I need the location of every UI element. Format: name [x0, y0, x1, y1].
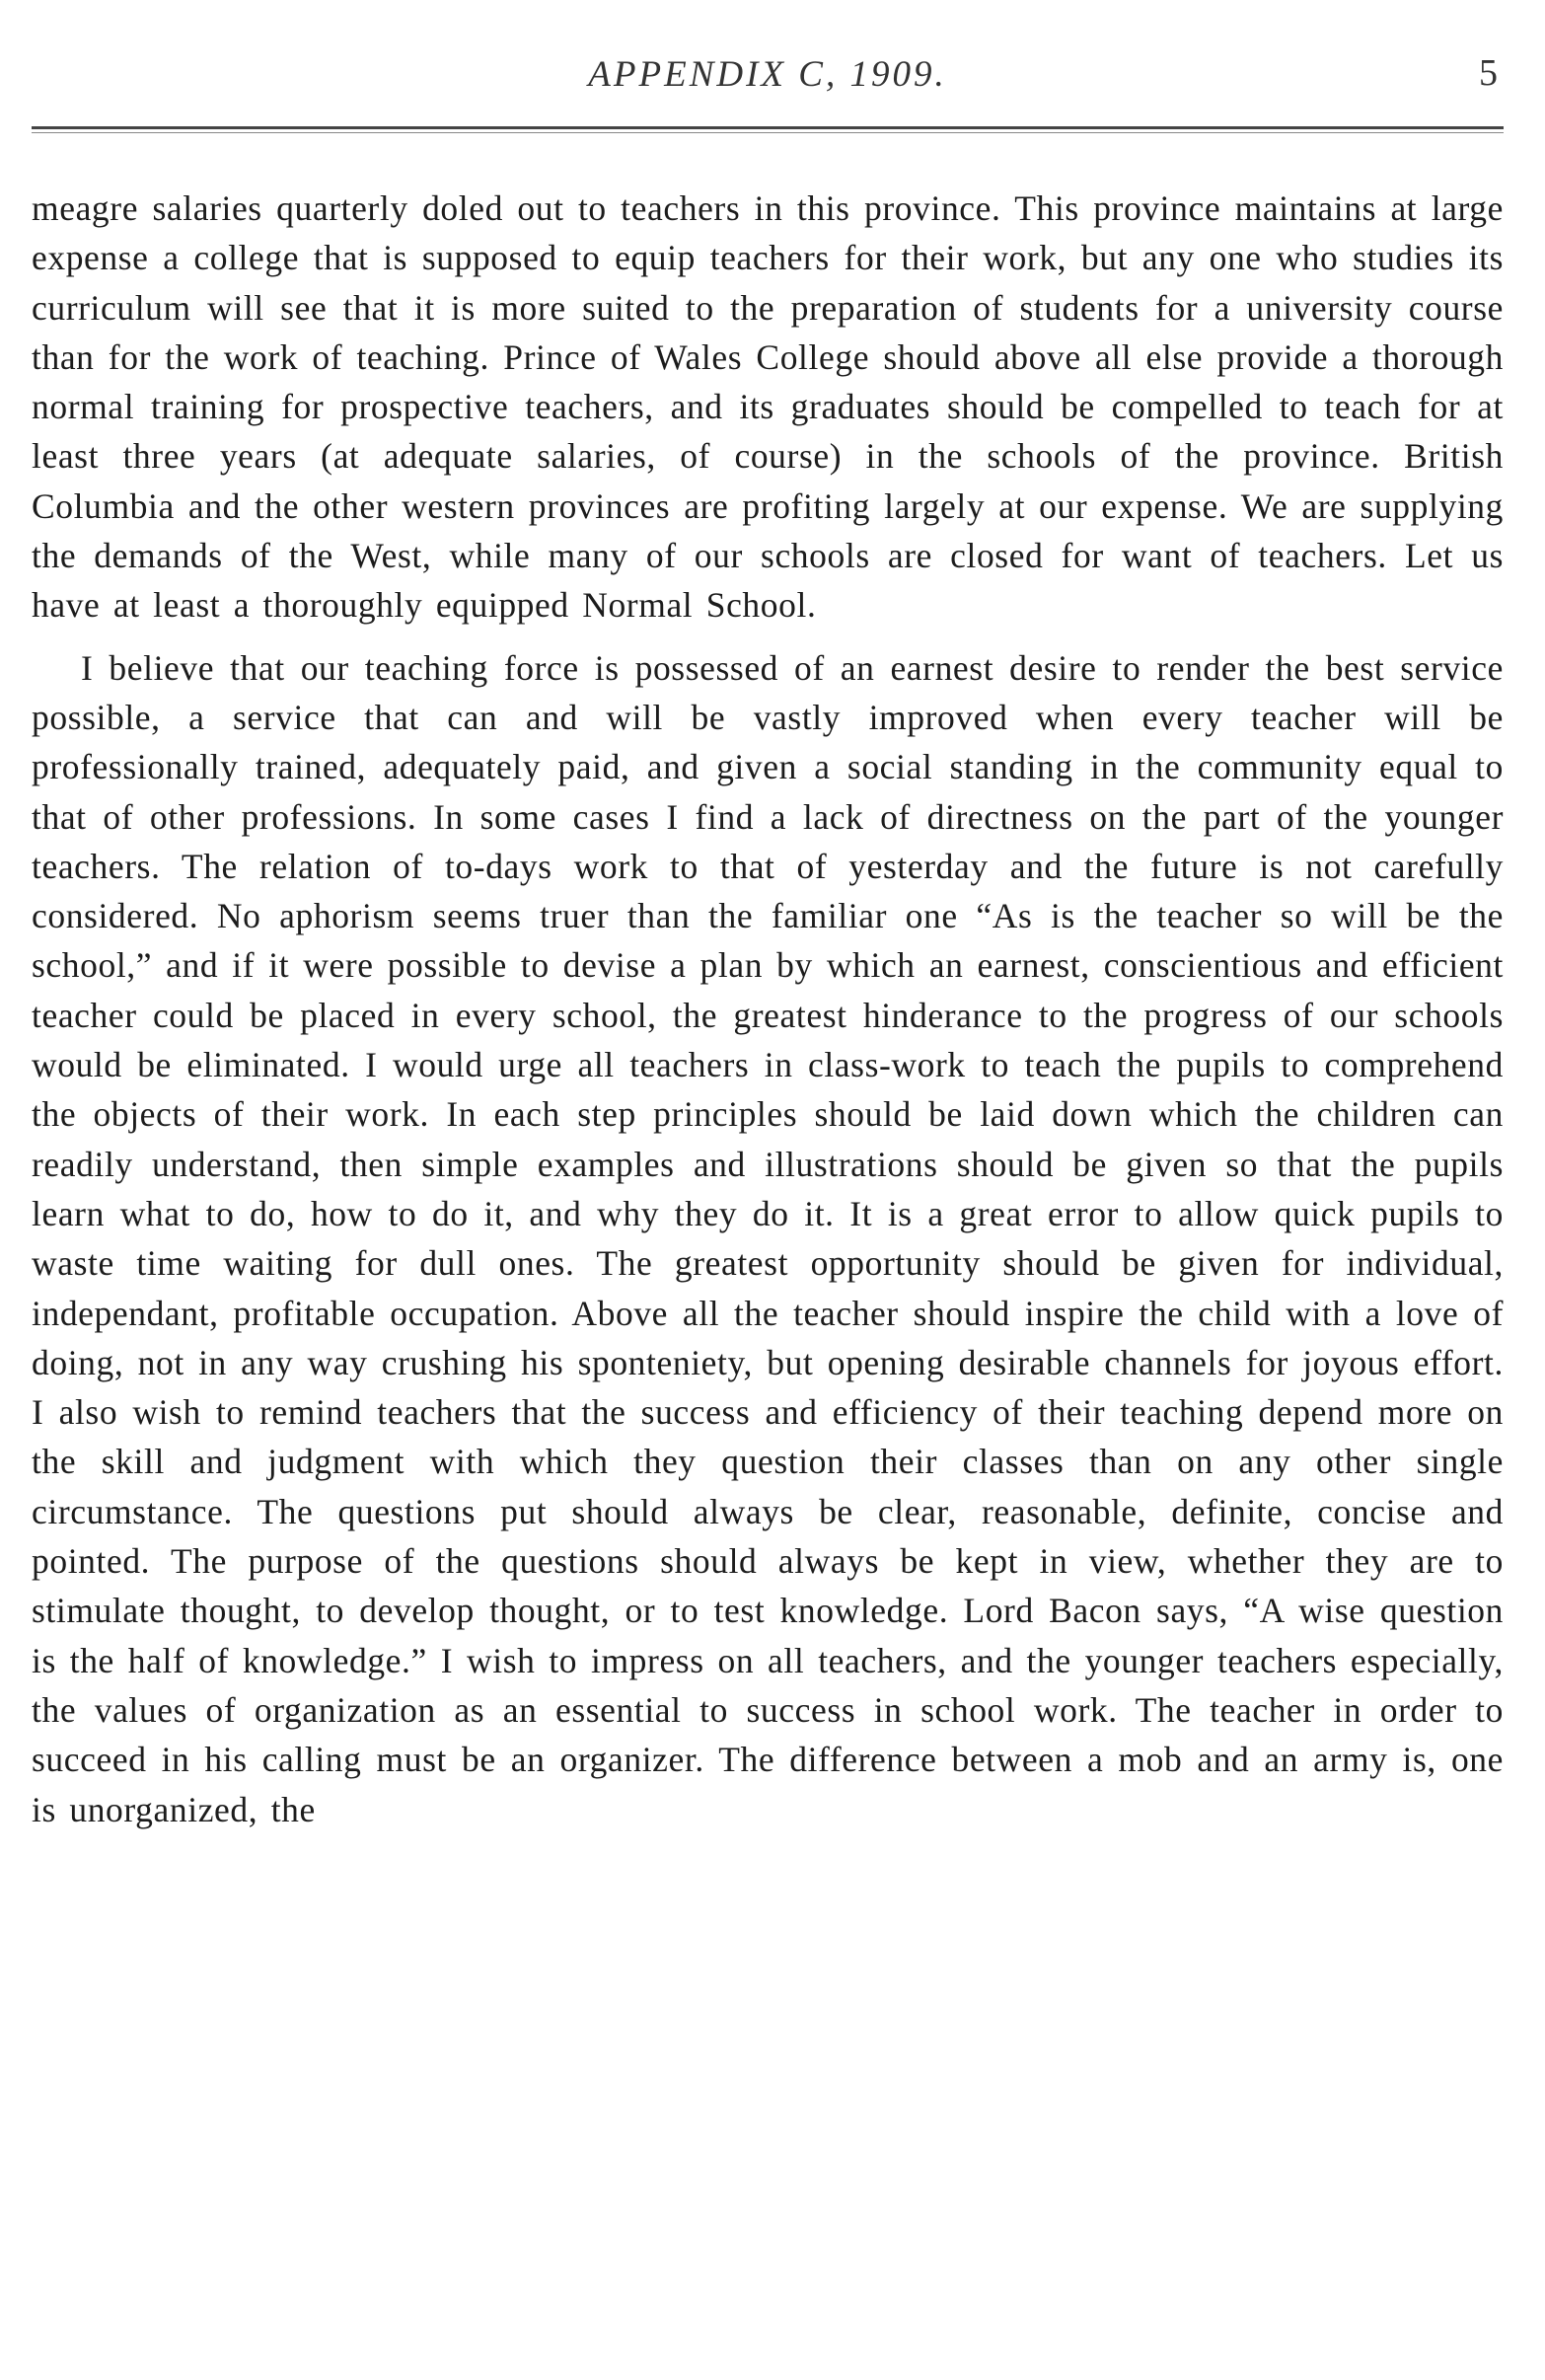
- header-rule-thin: [32, 132, 1504, 133]
- paragraph-teaching-force: I believe that our teaching force is possessed of an earnest desire to render the best service possible, a service that can and will be vastly improved when every teacher will be professionally trained, adequately paid, and given a social standing in the community equal to that of other professions. In some cases I find a lack of directness on the part of the younger teachers. The relation of to-days work to that of yesterday and the future is not carefully considered. No aphorism seems truer than the familiar one “As is the teacher so will be the school,” and if it were possible to devise a plan by which an earnest, conscientious and efficient teacher could be placed in every school, the greatest hinderance to the progress of our schools would be eliminated. I would urge all teachers in class-work to teach the pupils to comprehend the objects of their work. In each step principles should be laid down which the children can readily understand, then simple examples and illustrations should be given so that the pupils learn what to do, how to do it, and why they do it. It is a great error to allow quick pupils to waste time waiting for dull ones. The greatest opportunity should be given for individual, independant, profitable occupation. Above all the teacher should inspire the child with a love of doing, not in any way crushing his sponteniety, but opening desirable channels for joyous effort. I also wish to remind teachers that the success and efficiency of their teaching depend more on the skill and judgment with which they question their classes than on any other single circumstance. The questions put should always be clear, reasonable, definite, concise and pointed. The purpose of the questions should always be kept in view, whether they are to stimulate thought, to develop thought, or to test knowledge. Lord Bacon says, “A wise question is the half of knowledge.” I wish to impress on all teachers, and the younger teachers especially, the values of organization as an essential to success in school work. The teacher in order to succeed in his calling must be an organizer. The difference between a mob and an army is, one is unorganized, the: [32, 647, 1504, 1829]
- header-rule: [32, 126, 1504, 129]
- page-number: 5: [1479, 52, 1498, 94]
- page-header: [32, 43, 1504, 103]
- paragraph-continuation: meagre salaries quarterly doled out to teachers in this province. This province maintains at large expense a college that is supposed to equip teachers for their work, but any one who studies its curriculum will see that it is more suited to the preparation of students for a university course than for the work of teaching. Prince of Wales College should above all else provide a thorough normal training for prospective teachers, and its graduates should be compelled to teach for at least three years (at adequate salaries, of course) in the schools of the province. British Columbia and the other western provinces are profiting largely at our expense. We are supplying the demands of the West, while many of our schools are closed for want of teachers. Let us have at least a thoroughly equipped Normal School.: [32, 188, 1504, 626]
- running-head: APPENDIX C, 1909.: [588, 54, 947, 95]
- body-text: [32, 184, 1504, 1834]
